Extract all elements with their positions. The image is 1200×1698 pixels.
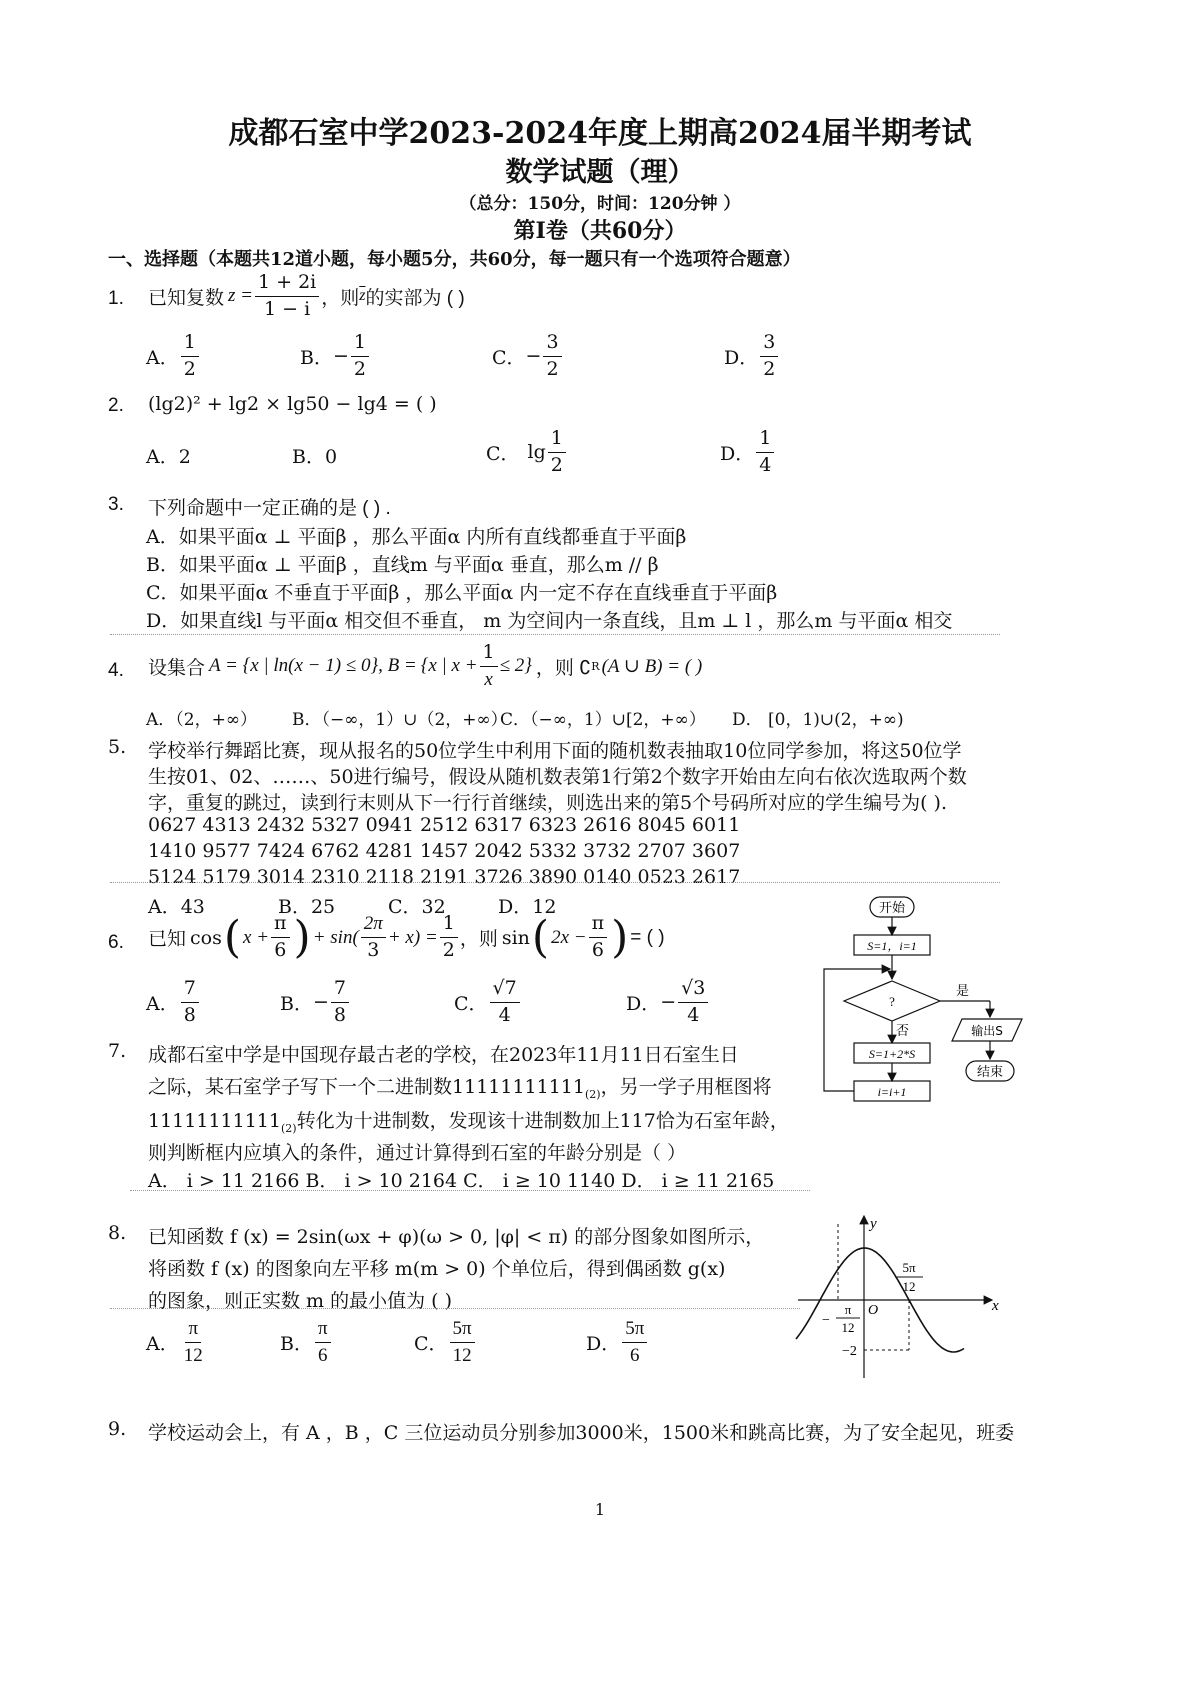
q7-line-4: 则判断框内应填入的条件，通过计算得到石室的年龄分别是（ ） xyxy=(148,1142,687,1164)
q4-option-c: C．（−∞，1）∪[2，+∞） xyxy=(500,710,706,730)
right-zero-den: 12 xyxy=(902,1279,916,1294)
sine-graph xyxy=(792,1210,1002,1382)
q2-option-c: C． lg $\frac{1}{2}$ xyxy=(486,428,568,477)
instructions: 一、选择题（本题共12道小题，每小题5分，共60分，每一题只有一个选项符合题意） xyxy=(108,249,801,270)
q5-random-row-1: 0627 4313 2432 5327 0941 2512 6317 6323 2616 8045 6011 xyxy=(148,814,741,836)
q8-option-d: D． $\frac{5\pi}{6}$ xyxy=(586,1318,649,1367)
q6-number: 6. xyxy=(108,932,124,953)
q8-option-c: C． $\frac{5\pi}{12}$ xyxy=(414,1318,477,1367)
q2-option-b: B．0 xyxy=(292,446,338,468)
q3-stem: 下列命题中一定正确的是 ( ) . xyxy=(148,498,391,519)
q6-option-b: B． − $\frac{7}{8}$ xyxy=(280,978,351,1027)
q4-option-d: D． [0，1)∪(2，+∞) xyxy=(732,710,904,730)
q5-line-1: 学校举行舞蹈比赛，现从报名的50位学生中利用下面的随机数表抽取10位同学参加，将这50位学 xyxy=(148,740,962,762)
exam-info: （总分：150分，时间：120分钟 ） xyxy=(459,194,741,214)
q5-option-d: D．12 xyxy=(498,896,557,918)
separator xyxy=(110,882,1000,883)
q8-option-b: B． $\frac{\pi}{6}$ xyxy=(280,1318,333,1367)
exam-title: 成都石室中学2023-2024年度上期高2024届半期考试 xyxy=(228,116,972,151)
flow-end: 结束 xyxy=(976,1065,1004,1080)
q7-line-2: 之际，某石室学子写下一个二进制数$11111111111_{(2)}$，另一学子用框图将 xyxy=(148,1076,772,1101)
q5-line-3: 字，重复的跳过，读到行末则从下一行行首继续，则选出来的第5个号码所对应的学生编号为( ). xyxy=(148,792,947,814)
q1-option-c: C． − $\frac{3}{2}$ xyxy=(492,332,564,381)
q3-option-a: A．如果平面α ⊥ 平面β ，那么平面α 内所有直线都垂直于平面β xyxy=(146,526,687,548)
q4-option-a: A．（2，+∞） xyxy=(146,710,257,730)
q5-number: 5. xyxy=(108,736,127,758)
origin-label: O xyxy=(868,1303,879,1318)
right-zero-num: 5π xyxy=(902,1260,916,1275)
q1-stem: 已知复数 z = $\frac{1 + 2i}{1 - i}$ ，则 $\overline{z}$ 的实部为 ( ) xyxy=(148,271,465,320)
q2-stem: (lg2)² + lg2 × lg50 − lg4 = ( ) xyxy=(148,393,437,415)
flow-yes: 是 xyxy=(956,984,970,999)
flow-no: 否 xyxy=(896,1024,910,1039)
flow-condition: ? xyxy=(889,994,895,1009)
q1-number: 1. xyxy=(108,288,124,309)
q4-number: 4. xyxy=(108,660,124,681)
q6-option-d: D． − $\frac{√3}{4}$ xyxy=(626,978,710,1027)
flowchart xyxy=(820,893,1030,1118)
left-zero-num: π xyxy=(844,1302,852,1317)
q7-line-1: 成都石室中学是中国现存最古老的学校，在2023年11月11日石室生日 xyxy=(148,1044,739,1066)
q2-number: 2. xyxy=(108,395,124,416)
separator xyxy=(110,634,1000,635)
q6-option-a: A． $\frac{7}{8}$ xyxy=(146,978,201,1027)
q8-line-2: 将函数 f (x) 的图象向左平移 m(m > 0) 个单位后，得到偶函数 g(x) xyxy=(148,1258,726,1280)
q1-option-d: D． $\frac{3}{2}$ xyxy=(724,332,780,381)
q3-option-b: B．如果平面α ⊥ 平面β ，直线m 与平面α 垂直，那么m // β xyxy=(146,554,659,576)
q8-line-1: 已知函数 f (x) = 2sin(ωx + φ)(ω > 0, |φ| < π) 的部分图象如图所示， xyxy=(148,1226,765,1248)
q5-random-row-2: 1410 9577 7424 6762 4281 1457 2042 5332 3732 2707 3607 xyxy=(148,840,741,862)
separator xyxy=(110,1308,800,1309)
q8-line-3: 的图象，则正实数 m 的最小值为 ( ) xyxy=(148,1290,453,1312)
q3-number: 3. xyxy=(108,494,124,515)
separator xyxy=(130,1190,810,1191)
flow-output: 输出S xyxy=(971,1024,1003,1038)
q6-stem: 已知 cos ( x + $\frac{\pi}{6}$ ) + sin( $\frac{2\pi}{3}$ + x) = $\frac{1}{2}$ ，则 sin ( 2x − $\frac{\pi}{6}$ ) = ( ) xyxy=(148,912,665,963)
q3-option-d: D．如果直线l 与平面α 相交但不垂直， m 为空间内一条直线，且m ⊥ l ，那么m 与平面α 相交 xyxy=(146,610,953,632)
q9-line-1: 学校运动会上，有 A ，B ，C 三位运动员分别参加3000米，1500米和跳高比赛，为了安全起见，班委 xyxy=(148,1422,1015,1444)
q5-option-c: C．32 xyxy=(388,896,446,918)
q7-options: A． i > 11 2166 B． i > 10 2164 C． i ≥ 10 1140 D． i ≥ 11 2165 xyxy=(148,1170,775,1192)
page-number: 1 xyxy=(594,1500,606,1519)
q3-option-c: C．如果平面α 不垂直于平面β ，那么平面α 内一定不存在直线垂直于平面β xyxy=(146,582,778,604)
min-label: −2 xyxy=(842,1344,857,1359)
x-label: x xyxy=(992,1298,999,1314)
q4-option-b: B．（−∞，1）∪（2，+∞） xyxy=(292,710,508,730)
exam-subtitle: 数学试题（理） xyxy=(505,157,695,188)
q1-option-b: B． − $\frac{1}{2}$ xyxy=(300,332,371,381)
flow-body: S=1+2*S xyxy=(868,1047,916,1061)
flow-increment: i=i+1 xyxy=(877,1085,907,1099)
section-title: 第Ⅰ卷（共60分） xyxy=(513,218,687,244)
q1-option-a: A． $\frac{1}{2}$ xyxy=(146,332,201,381)
q7-number: 7. xyxy=(108,1040,127,1062)
left-zero-sign: − xyxy=(822,1313,830,1328)
q9-number: 9. xyxy=(108,1418,127,1440)
q5-line-2: 生按01、02、……、50进行编号，假设从随机数表第1行第2个数字开始由左向右依次选取两个数 xyxy=(148,766,967,788)
q8-number: 8. xyxy=(108,1222,127,1244)
q4-stem: 设集合 A = {x | ln(x − 1) ≤ 0}, B = {x | x + $\frac{1}{x}$ ≤ 2} ，则 ∁ R (A ∪ B) = ( ) xyxy=(148,641,703,690)
flow-init: S=1，i=1 xyxy=(867,939,917,953)
left-zero-den: 12 xyxy=(841,1320,855,1335)
q5-random-row-3: 5124 5179 3014 2310 2118 2191 3726 3890 0140 0523 2617 xyxy=(148,866,741,888)
q5-option-b: B．25 xyxy=(278,896,336,918)
q7-line-3: $11111111111_{(2)}$转化为十进制数，发现该十进制数加上117恰为石室年龄， xyxy=(148,1110,789,1135)
q2-option-a: A．2 xyxy=(146,446,191,468)
flow-start: 开始 xyxy=(878,901,906,916)
y-label: y xyxy=(870,1216,877,1232)
q2-option-d: D． $\frac{1}{4}$ xyxy=(720,428,776,477)
q8-option-a: A． $\frac{\pi}{12}$ xyxy=(146,1318,203,1366)
q5-option-a: A．43 xyxy=(148,896,205,918)
q6-option-c: C． $\frac{√7}{4}$ xyxy=(454,978,522,1027)
